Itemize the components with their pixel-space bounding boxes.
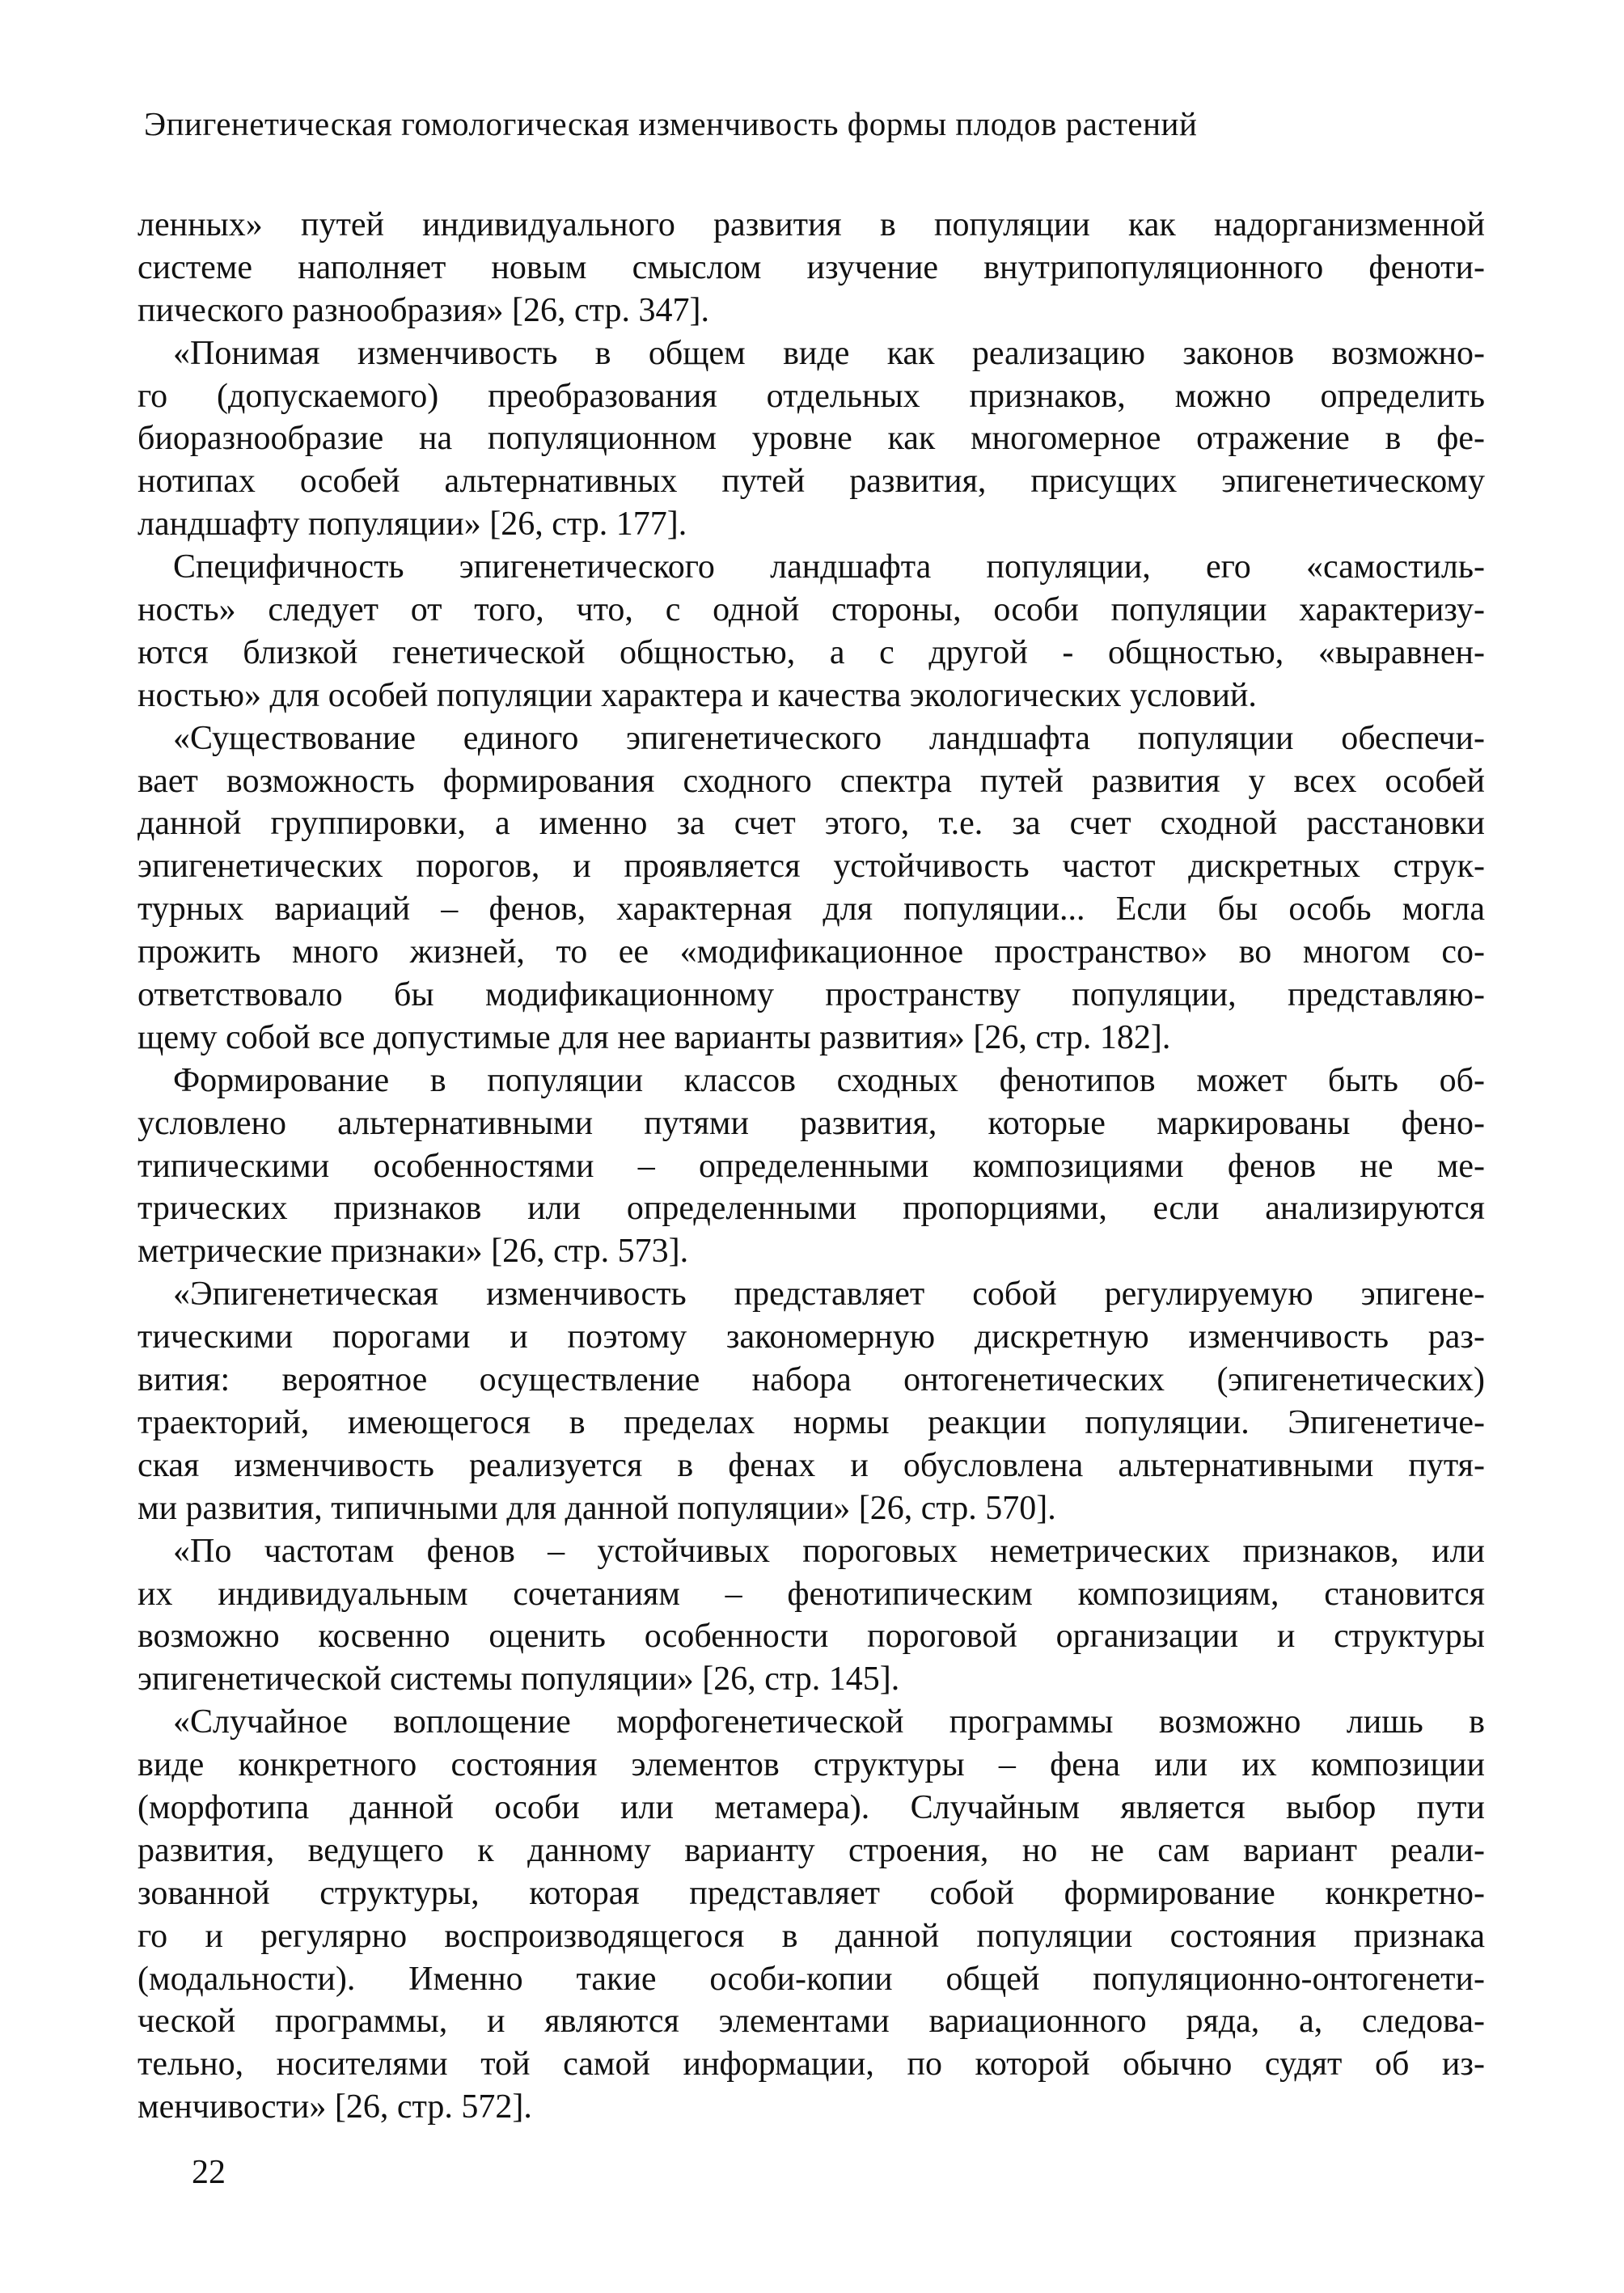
text-line: ются близкой генетической общностью, а с другой - общностью, «выравнен- <box>137 633 1485 671</box>
page-body <box>137 204 1485 2129</box>
text-line: зованной структуры, которая представляет собой формирование конкретно- <box>137 1874 1485 1912</box>
text-line: развития, ведущего к данному варианту строения, но не сам вариант реали- <box>137 1831 1485 1869</box>
running-header: Эпигенетическая гомологическая изменчивость формы плодов растений <box>144 105 1198 142</box>
text-line: тельно, носителями той самой информации, по которой обычно судят об из- <box>137 2046 1485 2084</box>
text-line: турных вариаций – фенов, характерная для популяции... Если бы особь могла <box>137 891 1485 929</box>
text-line: ская изменчивость реализуется в фенах и обусловлена альтернативными путя- <box>137 1446 1485 1484</box>
text-line: виде конкретного состояния элементов структуры – фена или их композиции <box>137 1746 1485 1784</box>
text-line: вития: вероятное осуществление набора онтогенетических (эпигенетических) <box>137 1361 1485 1399</box>
text-line: прожить много жизней, то ее «модификационное пространство» во многом со- <box>137 933 1485 971</box>
text-line: типическими особенностями – определенными композициями фенов не ме- <box>137 1147 1485 1185</box>
text-line: возможно косвенно оценить особенности пороговой организации и структуры <box>137 1618 1485 1656</box>
text-line: их индивидуальным сочетаниям – фенотипическим композициям, становится <box>137 1575 1485 1613</box>
text-line: условлено альтернативными путями развития, которые маркированы фено- <box>137 1104 1485 1142</box>
text-line: ностью» для особей популяции характера и качества экологических условий. <box>137 676 1257 714</box>
text-line: эпигенетической системы популяции» [26, стр. 145]. <box>137 1661 900 1699</box>
text-line: «По частотам фенов – устойчивых пороговых неметрических признаков, или <box>173 1532 1485 1570</box>
text-line: ческой программы, и являются элементами вариационного ряда, а, следова- <box>137 2003 1485 2041</box>
text-line: щему собой все допустимые для нее варианты развития» [26, стр. 182]. <box>137 1018 1171 1056</box>
text-line: (морфотипа данной особи или метамера). Случайным является выбор пути <box>137 1788 1485 1826</box>
text-line: ответствовало бы модификационному пространству популяции, представляю- <box>137 976 1485 1014</box>
text-line: системе наполняет новым смыслом изучение внутрипопуляционного феноти- <box>137 248 1485 286</box>
text-line: эпигенетических порогов, и проявляется устойчивость частот дискретных струк- <box>137 848 1485 886</box>
text-line: Формирование в популяции классов сходных фенотипов может быть об- <box>173 1061 1485 1099</box>
text-line: метрические признаки» [26, стр. 573]. <box>137 1233 689 1271</box>
text-line: менчивости» [26, стр. 572]. <box>137 2088 532 2126</box>
text-line: «Эпигенетическая изменчивость представляет собой регулируемую эпигене- <box>173 1276 1485 1314</box>
text-line: го (допускаемого) преобразования отдельных признаков, можно определить <box>137 377 1485 415</box>
page-number: 22 <box>192 2154 226 2191</box>
text-line: ми развития, типичными для данной популяции» [26, стр. 570]. <box>137 1489 1056 1527</box>
text-line: вает возможность формирования сходного спектра путей развития у всех особей <box>137 762 1485 800</box>
text-line: нотипах особей альтернативных путей развития, присущих эпигенетическому <box>137 463 1485 501</box>
text-line: (модальности). Именно такие особи-копии общей популяционно-онтогенети- <box>137 1960 1485 1998</box>
text-line: ность» следует от того, что, с одной стороны, особи популяции характеризу- <box>137 591 1485 629</box>
text-line: Специфичность эпигенетического ландшафта популяции, его «самостиль- <box>173 548 1485 586</box>
text-line: траекторий, имеющегося в пределах нормы реакции популяции. Эпигенетиче- <box>137 1403 1485 1441</box>
text-line: биоразнообразие на популяционном уровне как многомерное отражение в фе- <box>137 420 1485 458</box>
text-line: го и регулярно воспроизводящегося в данной популяции состояния признака <box>137 1917 1485 1955</box>
text-line: «Существование единого эпигенетического ландшафта популяции обеспечи- <box>173 719 1485 757</box>
text-line: тическими порогами и поэтому закономерную дискретную изменчивость раз- <box>137 1318 1485 1356</box>
text-line: «Понимая изменчивость в общем виде как реализацию законов возможно- <box>173 334 1485 372</box>
text-line: пического разнообразия» [26, стр. 347]. <box>137 291 709 329</box>
text-line: трических признаков или определенными пропорциями, если анализируются <box>137 1190 1485 1228</box>
text-line: ленных» путей индивидуального развития в популяции как надорганизменной <box>137 206 1485 243</box>
text-line: ландшафту популяции» [26, стр. 177]. <box>137 506 687 544</box>
text-line: данной группировки, а именно за счет этого, т.е. за счет сходной расстановки <box>137 805 1485 843</box>
text-line: «Случайное воплощение морфогенетической программы возможно лишь в <box>173 1703 1485 1741</box>
